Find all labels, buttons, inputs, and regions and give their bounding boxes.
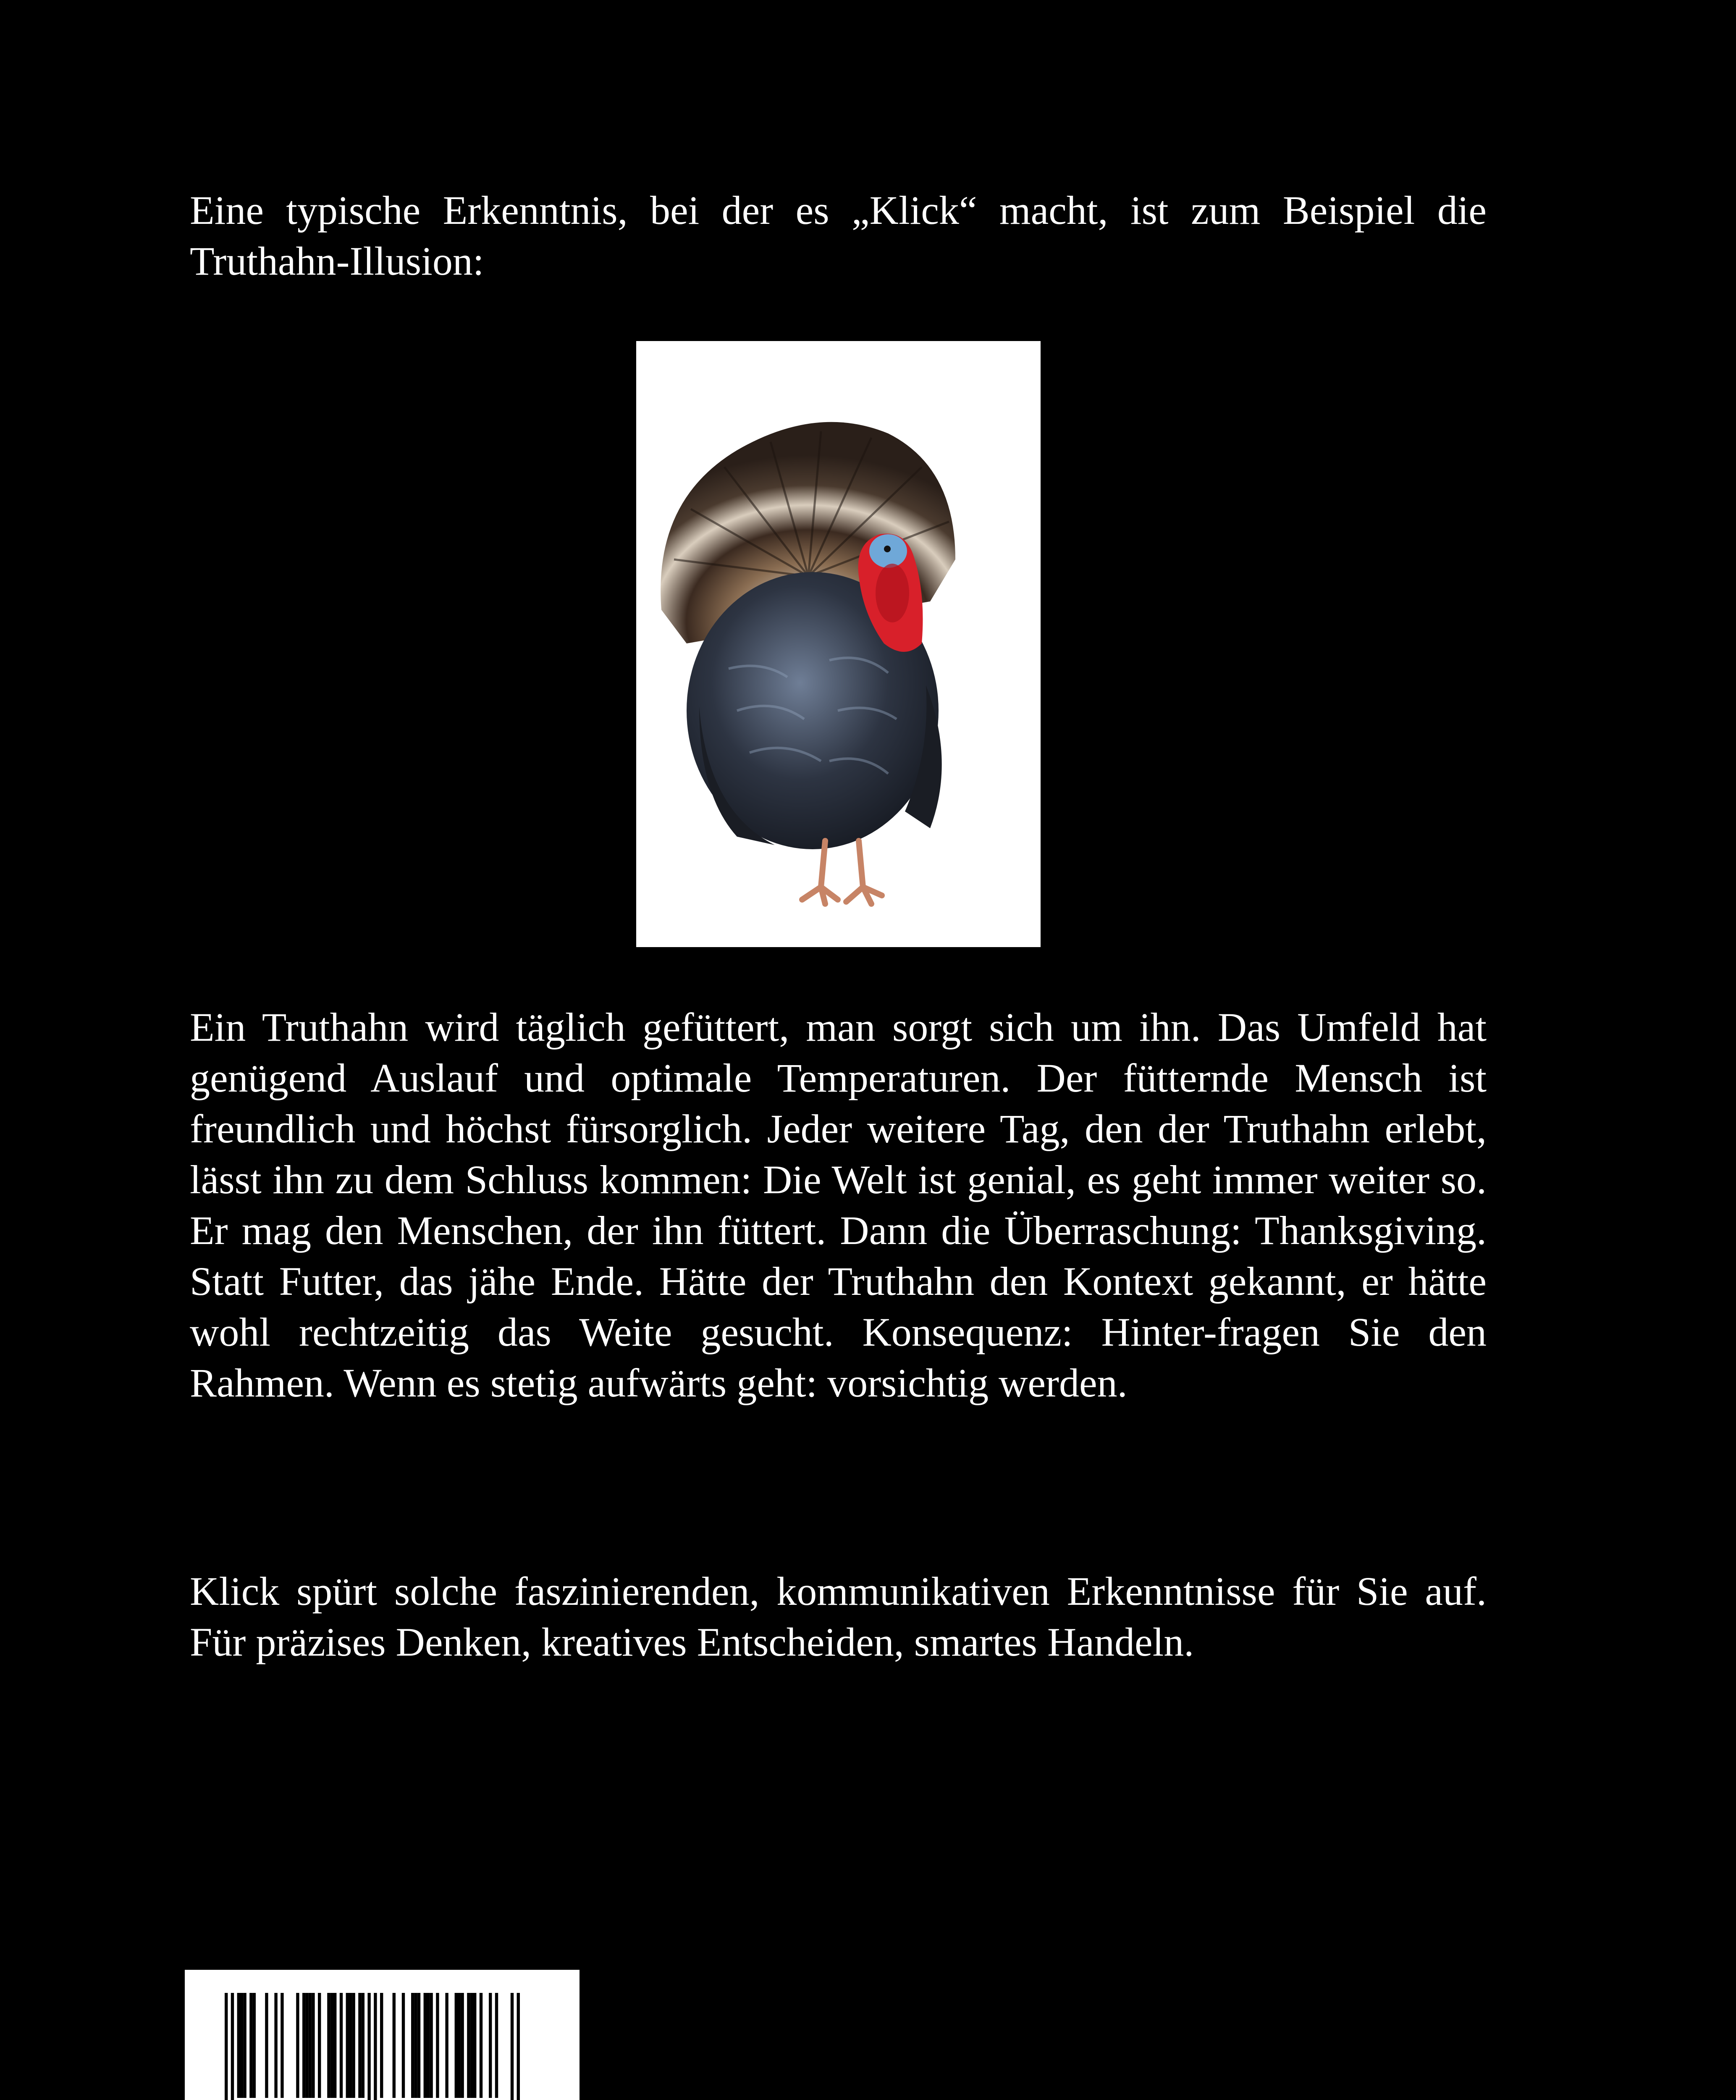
turkey-illustration — [636, 341, 1041, 947]
barcode-bar — [427, 1993, 430, 2098]
barcode-bar — [333, 1993, 336, 2098]
barcode-bar — [393, 1993, 396, 2098]
barcode-bar — [305, 1993, 308, 2098]
barcode-bar — [489, 1993, 492, 2098]
barcode-bar — [340, 1993, 343, 2098]
barcode-bar — [473, 1993, 476, 2098]
barcode-bar — [402, 1993, 405, 2098]
barcode-bar — [511, 1993, 514, 2100]
barcode-bar — [362, 1993, 365, 2098]
barcode-bars — [225, 1993, 520, 2100]
barcode-bar — [330, 1993, 333, 2098]
barcode-bar — [414, 1993, 417, 2098]
barcode-bar — [327, 1993, 330, 2098]
barcode-bar — [302, 1993, 305, 2098]
barcode-bar — [424, 1993, 427, 2098]
barcode-bar — [358, 1993, 361, 2098]
barcode-bar — [349, 1993, 352, 2098]
barcode-bar — [309, 1993, 312, 2098]
barcode-bar — [367, 1993, 370, 2100]
barcode-bar — [430, 1993, 433, 2098]
barcode-bar — [517, 1993, 520, 2100]
closing-paragraph: Klick spürt solche faszinierenden, kommunikativen Erkenntnisse für Sie auf. Für präzises Denken, kreatives Entscheiden, smartes Handeln. — [190, 1569, 1487, 1664]
barcode-bar — [374, 1993, 377, 2100]
barcode-bar — [274, 1993, 277, 2098]
barcode-bar — [352, 1993, 355, 2098]
barcode-bar — [445, 1993, 448, 2098]
barcode-bar — [318, 1993, 321, 2098]
barcode-bar — [243, 1993, 246, 2098]
barcode-bar — [231, 1993, 234, 2100]
turkey-photo — [636, 341, 1041, 947]
barcode-bar — [455, 1993, 458, 2098]
barcode-bar — [237, 1993, 240, 2098]
barcode-bar — [281, 1993, 283, 2098]
barcode-bar — [480, 1993, 483, 2098]
barcode-bar — [467, 1993, 470, 2098]
barcode-bar — [495, 1993, 498, 2098]
barcode-graphic — [185, 1970, 580, 2100]
barcode-bar — [225, 1993, 228, 2100]
barcode-bar — [240, 1993, 243, 2098]
barcode-bar — [458, 1993, 461, 2098]
barcode-bar — [249, 1993, 252, 2098]
barcode-bar — [253, 1993, 256, 2098]
barcode-bar — [417, 1993, 420, 2098]
story-paragraph: Ein Truthahn wird täglich gefüttert, man sorgt sich um ihn. Das Umfeld hat genügend Auslauf und optimale Temperaturen. Der fütternde Mensch ist freundlich und höchst fürsorglich. Jeder weitere Tag, den der Truthahn erlebt, lässt ihn zu dem Schluss kommen: Die Welt ist genial, es geht immer weiter so. Er mag den Menschen, der ihn füttert. Dann die Überraschung: Thanksgiving. Statt Futter, das jähe Ende. Hätte der Truthahn den Kontext gekannt, er hätte wohl rechtzeitig das Weite gesucht. Konsequenz: Hinter-fragen Sie den Rahmen. Wenn es stetig aufwärts geht: vorsichtig werden. — [190, 1005, 1487, 1405]
barcode-bar — [470, 1993, 473, 2098]
isbn-barcode — [185, 1970, 580, 2100]
barcode-bar — [312, 1993, 315, 2098]
barcode-bar — [296, 1993, 299, 2098]
barcode-bar — [346, 1993, 349, 2098]
barcode-bar — [380, 1993, 383, 2098]
intro-paragraph: Eine typische Erkenntnis, bei der es „Klick“ macht, ist zum Beispiel die Truthahn-Illusion: — [190, 188, 1487, 284]
barcode-bar — [411, 1993, 414, 2098]
barcode-bar — [461, 1993, 464, 2098]
barcode-bar — [265, 1993, 268, 2098]
barcode-bar — [436, 1993, 439, 2098]
